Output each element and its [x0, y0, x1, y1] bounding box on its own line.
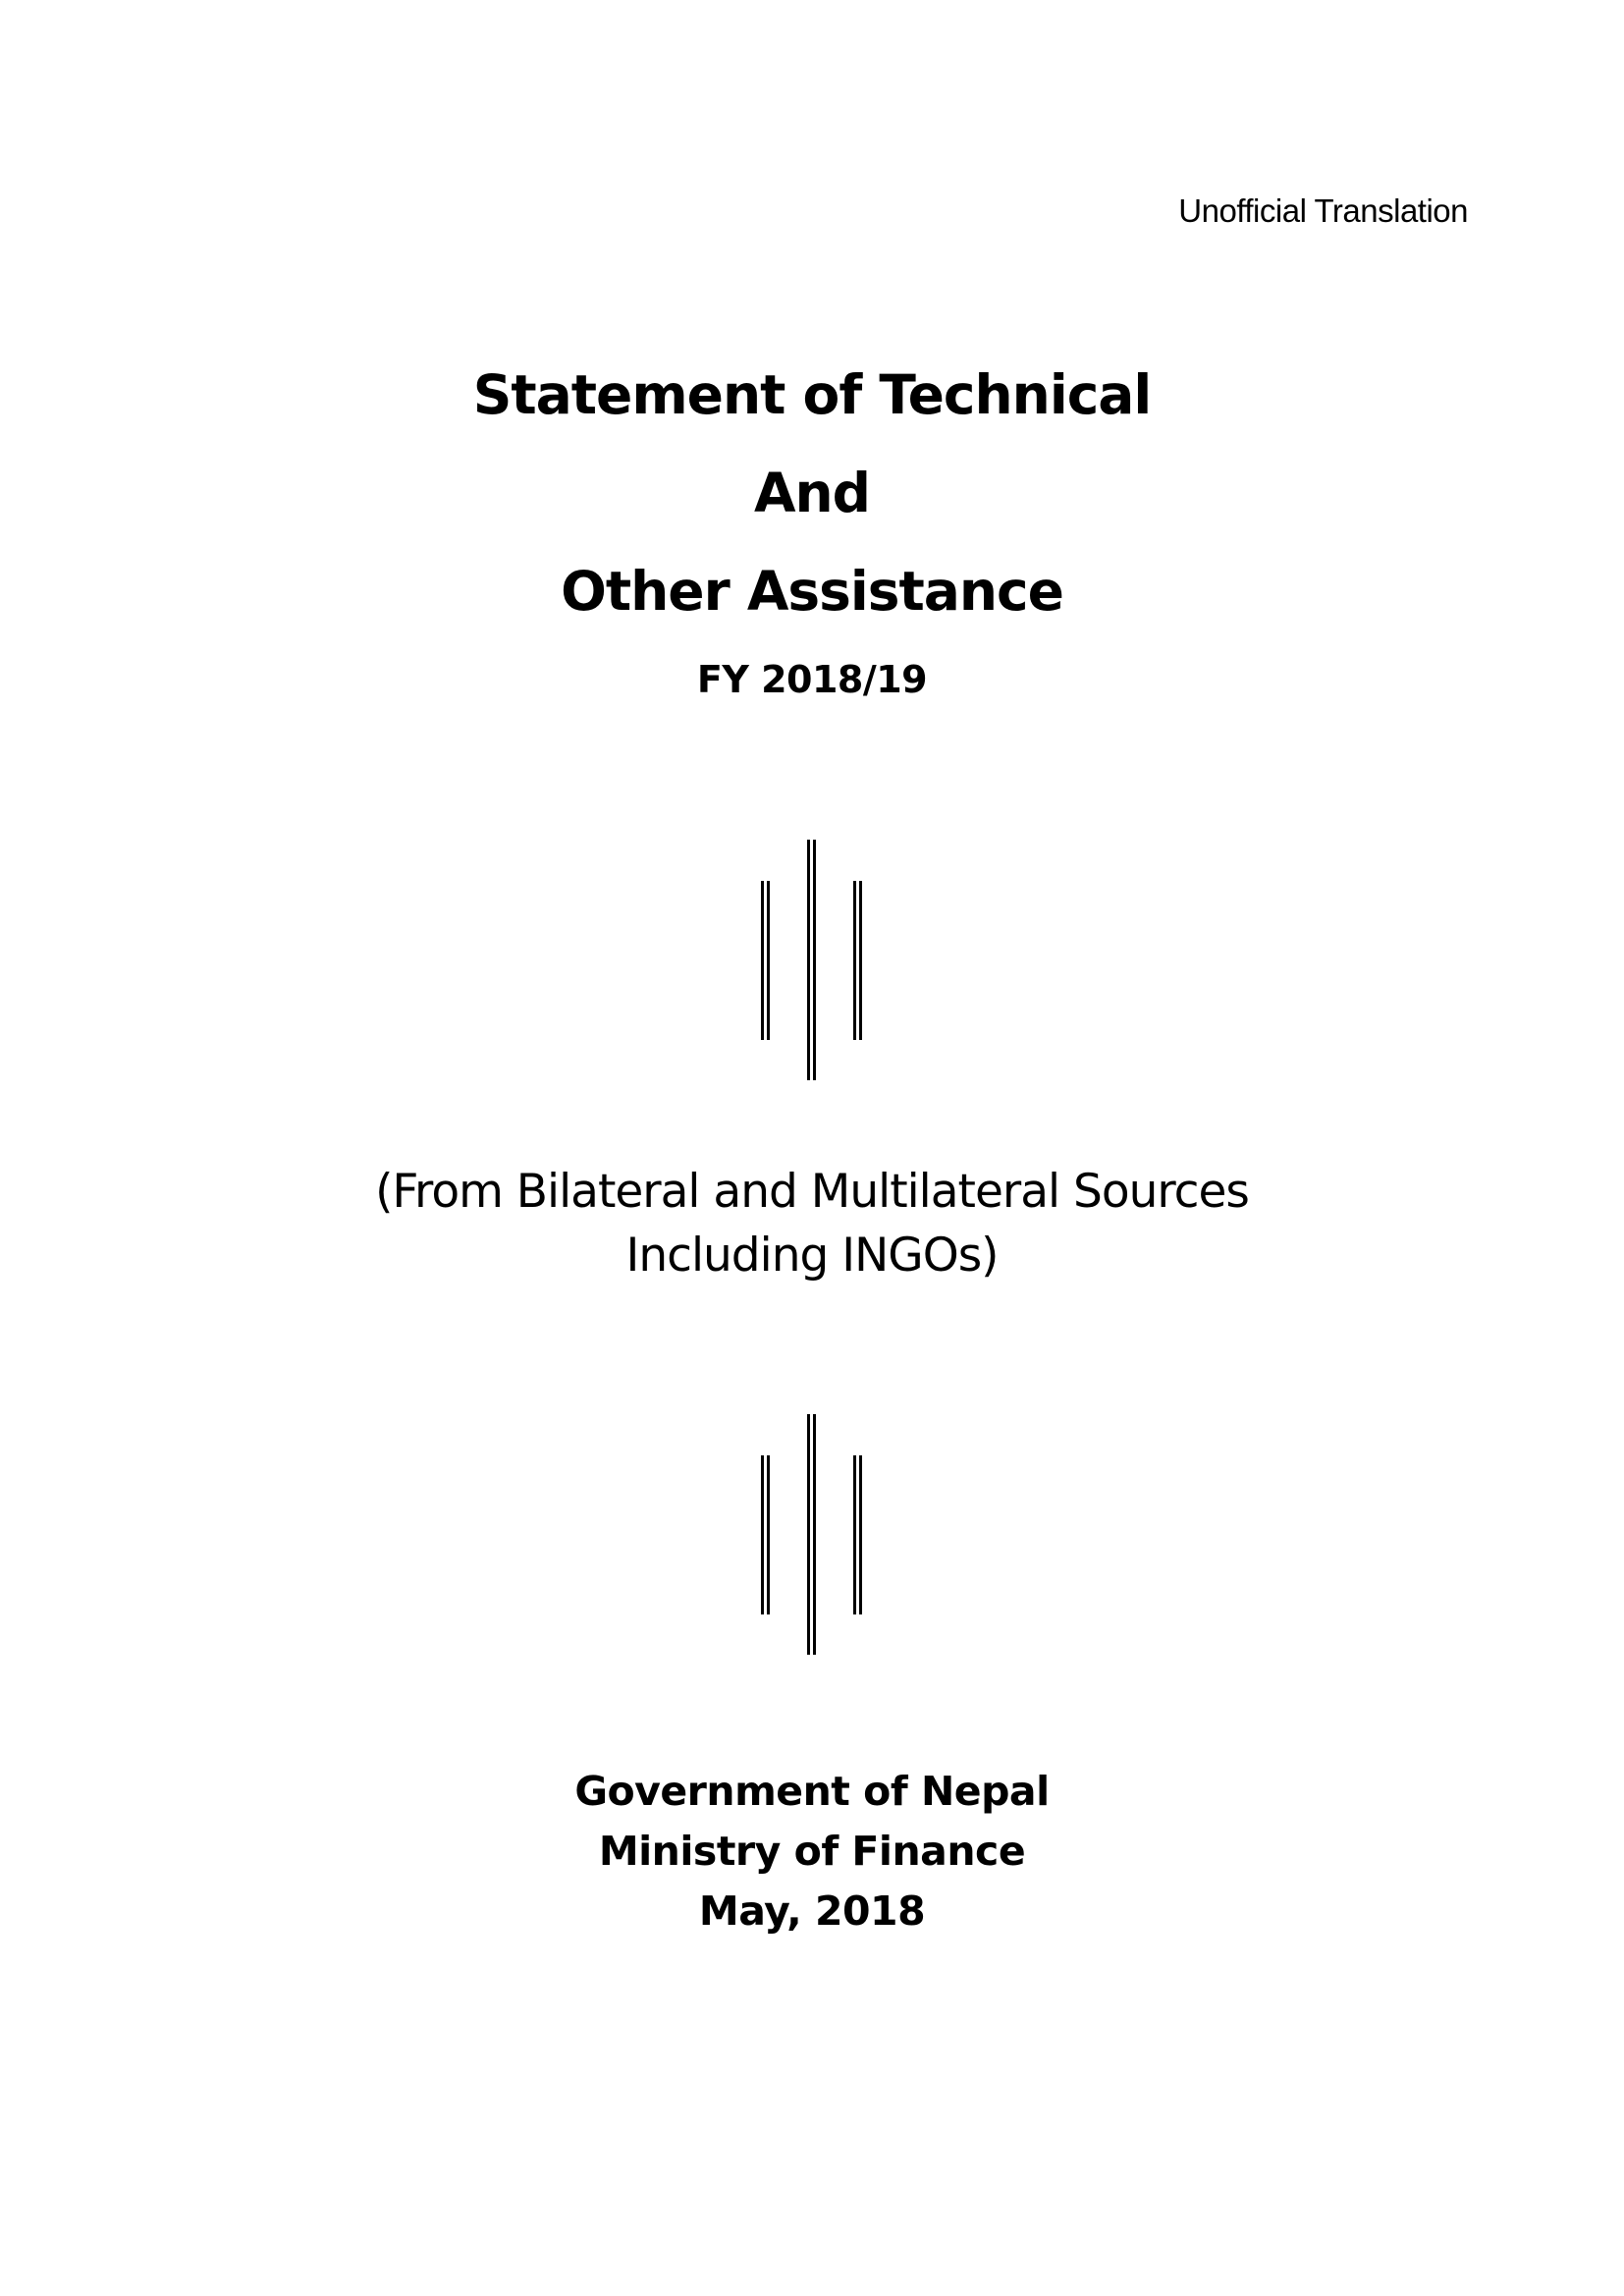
government-name: Government of Nepal	[574, 1768, 1050, 1815]
title-line-3: Other Assistance	[561, 560, 1063, 623]
subtitle-line-2: Including INGOs)	[625, 1229, 999, 1283]
triple-bar-ornament-icon	[761, 1414, 869, 1655]
title-line-2: And	[753, 462, 871, 524]
fiscal-year: FY 2018/19	[696, 658, 928, 701]
translation-note: Unofficial Translation	[1178, 192, 1468, 229]
triple-bar-ornament-icon	[761, 840, 869, 1080]
subtitle-line-1: (From Bilateral and Multilateral Sources	[375, 1165, 1249, 1219]
title-line-1: Statement of Technical	[472, 363, 1152, 426]
publication-date: May, 2018	[698, 1887, 926, 1935]
ministry-name: Ministry of Finance	[598, 1828, 1026, 1875]
